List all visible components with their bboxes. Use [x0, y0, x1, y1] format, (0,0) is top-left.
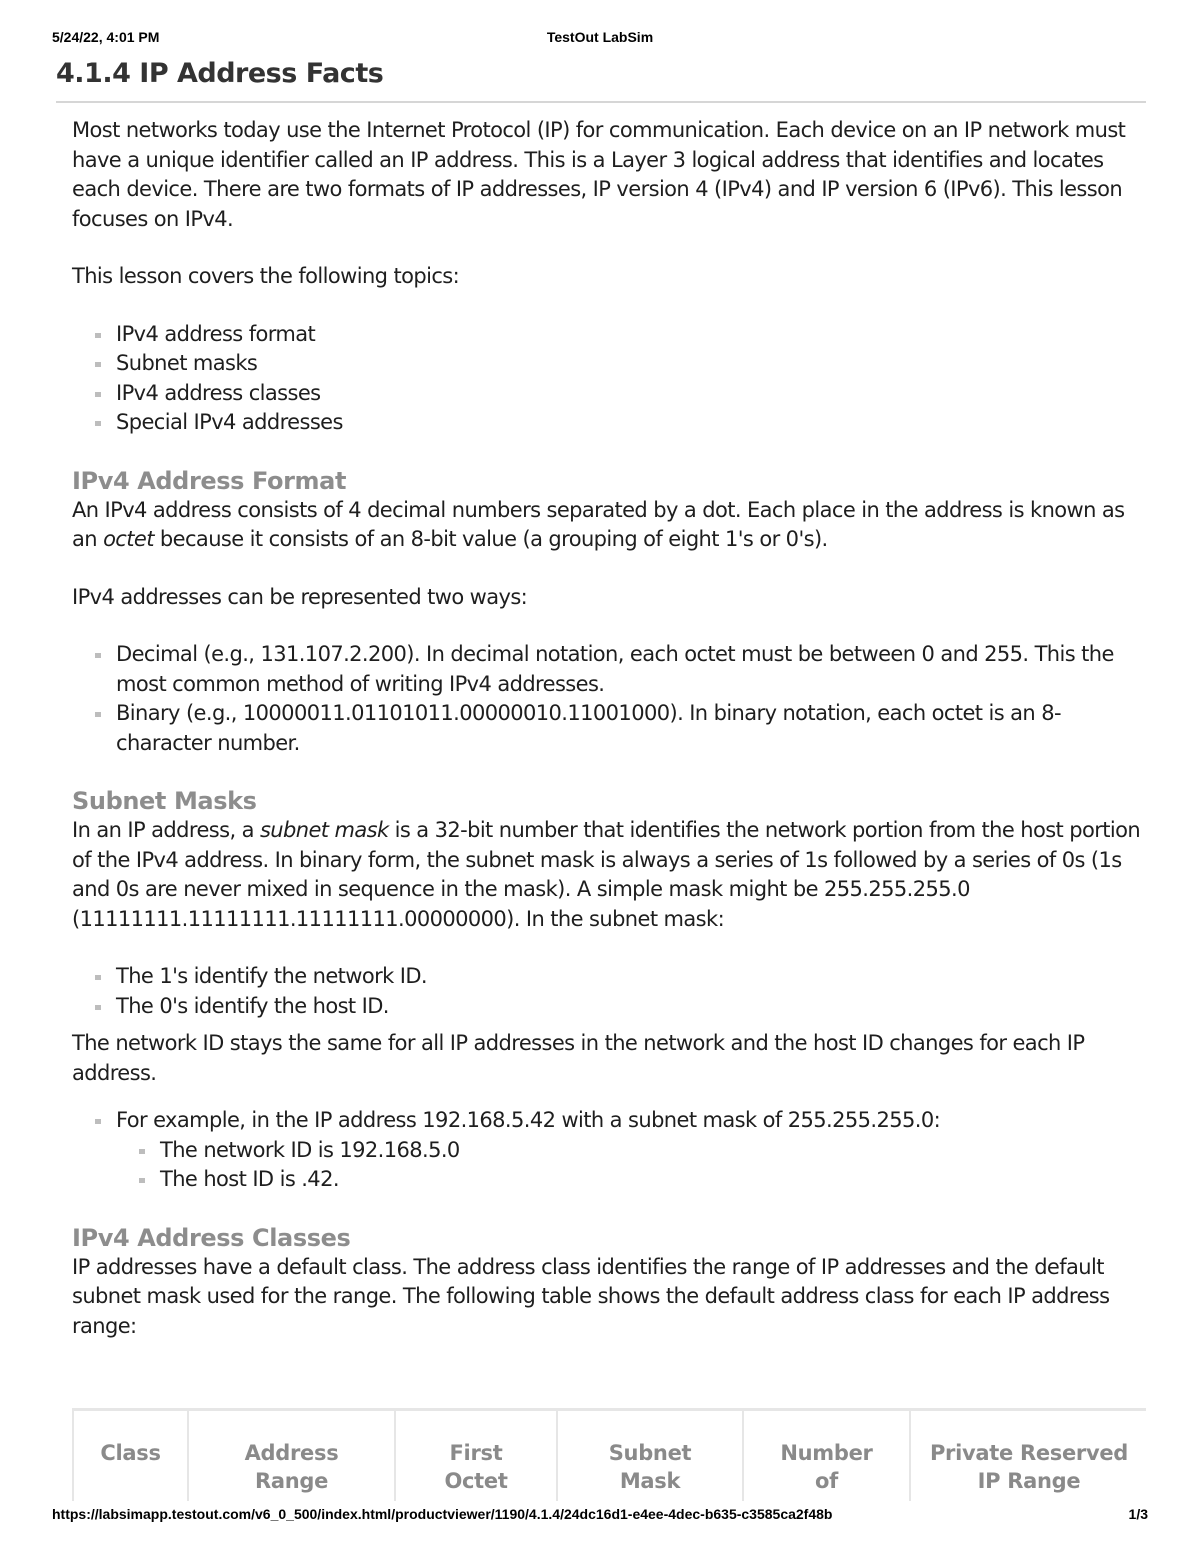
list-item: Special IPv4 addresses: [116, 408, 1144, 438]
list-item: The host ID is .42.: [160, 1165, 1144, 1195]
section-heading-format: IPv4 Address Format: [72, 466, 347, 495]
table-header-cell: Private Reserved IP Range: [910, 1411, 1146, 1501]
section-heading-address-classes: IPv4 Address Classes: [72, 1223, 351, 1252]
topics-intro: This lesson covers the following topics:: [72, 264, 460, 288]
intro-paragraph: Most networks today use the Internet Protocol (IP) for communication. Each device on an IP network must have a unique identifier called an IP address. This is a Layer 3 logical address that identifies and locates each device. There are two formats of IP addresses, IP version 4 (IPv4) and IP version 6 (IPv6). This lesson focuses on IPv4.: [72, 118, 1126, 231]
print-url: https://labsimapp.testout.com/v6_0_500/index.html/productviewer/1190/4.1.4/24dc16d1-e4ee-4dec-b635-c3585ca2f48b: [52, 1506, 833, 1522]
format-list: [72, 640, 1144, 758]
list-item: IPv4 address format: [116, 320, 1144, 350]
print-footer: [52, 1506, 1148, 1526]
list-item: The 0's identify the host ID.: [116, 992, 1144, 1022]
mask-list: [72, 962, 1144, 1021]
table-header-row: [73, 1411, 1146, 1501]
print-header: [52, 29, 1148, 49]
section-heading-subnet-masks: Subnet Masks: [72, 787, 257, 815]
lesson-content: [72, 116, 1144, 1341]
table-header-cell: Number of: [743, 1411, 910, 1501]
example-sublist: [116, 1136, 1144, 1195]
page-title: 4.1.4 IP Address Facts: [56, 58, 384, 89]
list-item: Binary (e.g., 10000011.01101011.00000010.11001000). In binary notation, each octet is an 8-character number.: [116, 699, 1144, 758]
list-item: The network ID is 192.168.5.0: [160, 1136, 1144, 1166]
table-header-cell: Subnet Mask: [557, 1411, 743, 1501]
list-item: The 1's identify the network ID.: [116, 962, 1144, 992]
list-item: Subnet masks: [116, 349, 1144, 379]
print-site-title: TestOut LabSim: [546, 29, 654, 45]
title-divider: [56, 101, 1146, 103]
address-class-table: [72, 1408, 1146, 1501]
print-datetime: 5/24/22, 4:01 PM: [52, 29, 160, 45]
format-paragraph: An IPv4 address consists of 4 decimal numbers separated by a dot. Each place in the address is known as an octet because it consists of an 8-bit value (a grouping of eight 1's or 0's).: [72, 497, 1125, 551]
format-representation-intro: IPv4 addresses can be represented two ways:: [72, 584, 528, 609]
list-item: Decimal (e.g., 131.107.2.200). In decimal notation, each octet must be between 0 and 255. This the most common method of writing IPv4 addresses.: [116, 640, 1144, 699]
network-id-paragraph: The network ID stays the same for all IP addresses in the network and the host ID changes for each IP address.: [72, 1031, 1085, 1085]
classes-paragraph: IP addresses have a default class. The address class identifies the range of IP addresses and the default subnet mask used for the range. The following table shows the default address class for each IP address range:: [72, 1254, 1110, 1338]
topics-list: [72, 320, 1144, 438]
mask-paragraph: In an IP address, a subnet mask is a 32-bit number that identifies the network portion from the host portion of the IPv4 address. In binary form, the subnet mask is always a series of 1s followed by a series of 0s (1s and 0s are never mixed in sequence in the mask). A simple mask might be 255.255.255.0 (11111111.11111111.11111111.00000000). In the subnet mask:: [72, 818, 1141, 931]
table-header-cell: Class: [73, 1411, 188, 1501]
list-item: IPv4 address classes: [116, 379, 1144, 409]
list-item: For example, in the IP address 192.168.5.42 with a subnet mask of 255.255.255.0: The network ID is 192.168.5.0 The host ID is .42.: [116, 1106, 1144, 1195]
print-page-number: 1/3: [1128, 1506, 1148, 1522]
table-header-cell: Address Range: [188, 1411, 395, 1501]
table-header-cell: First Octet: [395, 1411, 557, 1501]
example-list: [72, 1106, 1144, 1195]
